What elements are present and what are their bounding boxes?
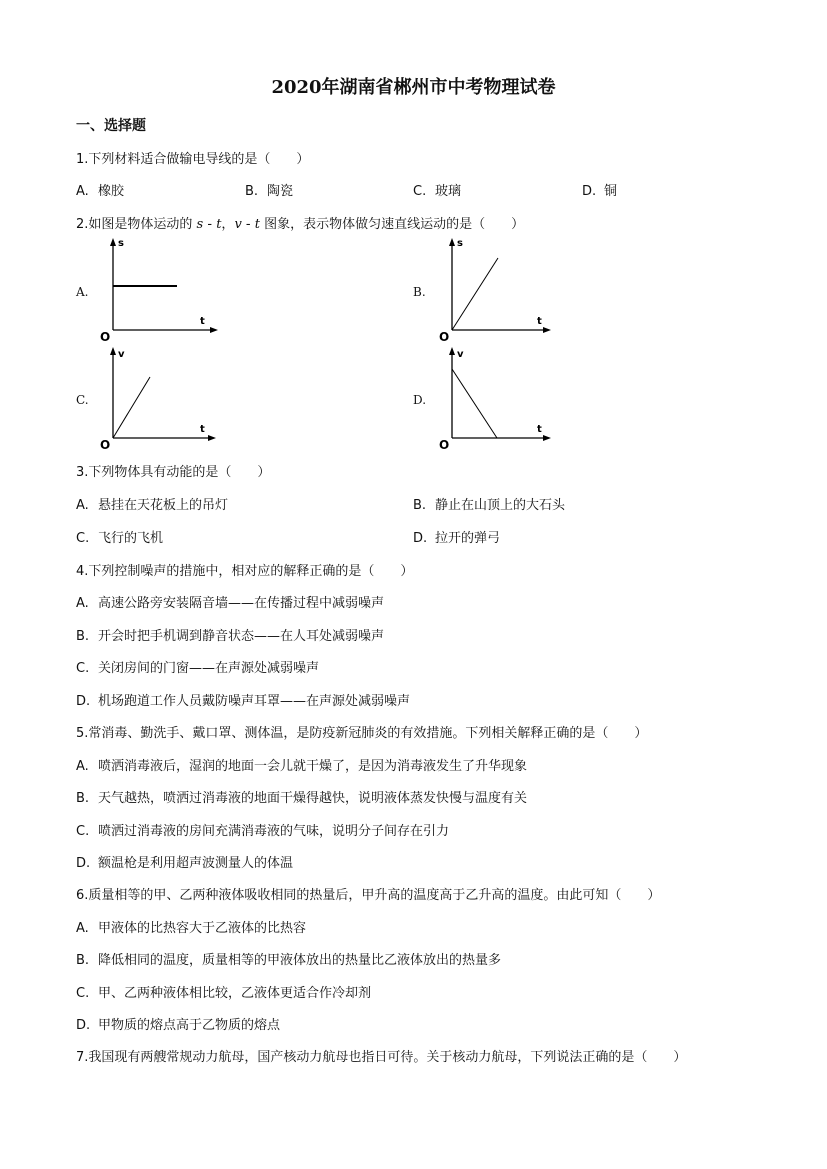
option-text: 喷洒消毒液后，湿润的地面一会儿就干燥了，是因为消毒液发生了升华现象	[98, 759, 528, 774]
q1-option-c[interactable]	[413, 180, 461, 199]
option-text: 玻璃	[435, 184, 462, 199]
x-axis-arrow	[208, 435, 216, 441]
option-letter: A.	[76, 921, 89, 936]
option-text: 高速公路旁安装隔音墙——在传播过程中减弱噪声	[98, 596, 385, 611]
q2-option-d-label[interactable]: D.	[413, 393, 427, 407]
q6-option-b[interactable]	[76, 949, 501, 968]
x-axis-label: t	[537, 316, 542, 327]
option-letter: A.	[76, 184, 89, 199]
question-5-stem: 5.常消毒、勤洗手、戴口罩、测体温，是防疫新冠肺炎的有效措施。下列相关解释正确的是（ ）	[76, 726, 648, 741]
option-text: 开会时把手机调到静音状态——在人耳处减弱噪声	[98, 629, 385, 644]
q3-option-d[interactable]	[413, 527, 500, 546]
option-text: 甲物质的熔点高于乙物质的熔点	[98, 1018, 281, 1033]
q5-option-a[interactable]	[76, 755, 527, 774]
q1-option-b[interactable]	[245, 180, 293, 199]
graph-line	[452, 369, 497, 438]
stem-text: -	[203, 217, 217, 232]
x-axis-arrow	[210, 327, 218, 333]
question-1-stem: 1.下列材料适合做输电导线的是（ ）	[76, 152, 310, 167]
option-text: 橡胶	[98, 184, 125, 199]
section-heading: 一、选择题	[76, 118, 146, 134]
option-text: 甲、乙两种液体相比较，乙液体更适合作冷却剂	[98, 986, 372, 1001]
option-text: 机场跑道工作人员戴防噪声耳罩——在声源处减弱噪声	[98, 694, 411, 709]
option-text: 陶瓷	[267, 184, 294, 199]
option-letter: C.	[76, 986, 90, 1001]
option-text: 飞行的飞机	[98, 531, 164, 546]
option-letter: C.	[413, 184, 427, 199]
q6-option-a[interactable]	[76, 917, 306, 936]
option-letter: A.	[76, 498, 89, 513]
q1-option-d[interactable]	[582, 180, 617, 199]
origin-label: O	[100, 330, 111, 344]
y-axis-label: s	[118, 238, 124, 249]
stem-var-v: v	[234, 217, 242, 232]
stem-text: 2.如图是物体运动的	[76, 217, 197, 232]
option-letter: C.	[76, 661, 90, 676]
option-letter: A.	[76, 596, 89, 611]
option-text: 喷洒过消毒液的房间充满消毒液的气味，说明分子间存在引力	[98, 824, 450, 839]
y-axis-arrow	[110, 238, 116, 246]
option-letter: D.	[76, 694, 91, 709]
stem-var-t: t	[254, 217, 260, 232]
option-text: 拉开的弹弓	[435, 531, 501, 546]
q2-graph-d[interactable]	[435, 345, 565, 453]
x-axis-label: t	[200, 316, 205, 327]
q4-option-d[interactable]	[76, 690, 410, 709]
stem-var-s: s	[196, 217, 204, 232]
option-letter: D.	[413, 531, 428, 546]
y-axis-label: v	[457, 349, 464, 360]
option-text: 静止在山顶上的大石头	[435, 498, 566, 513]
y-axis-label: v	[118, 349, 125, 360]
option-letter: D.	[582, 184, 597, 199]
q4-option-b[interactable]	[76, 625, 384, 644]
option-letter: B.	[76, 953, 90, 968]
question-6-stem: 6.质量相等的甲、乙两种液体吸收相同的热量后，甲升高的温度高于乙升高的温度。由此可知（ ）	[76, 888, 661, 903]
q6-option-d[interactable]	[76, 1014, 280, 1033]
origin-label: O	[100, 438, 111, 452]
page-title: 2020年湖南省郴州市中考物理试卷	[271, 77, 556, 98]
y-axis-arrow	[449, 238, 455, 246]
option-letter: C.	[76, 824, 90, 839]
y-axis-label: s	[457, 238, 463, 249]
q3-option-b[interactable]	[413, 494, 565, 513]
option-text: 额温枪是利用超声波测量人的体温	[98, 856, 294, 871]
option-letter: D.	[76, 856, 91, 871]
q1-option-a[interactable]	[76, 180, 124, 199]
graph-line	[452, 258, 498, 330]
q2-graph-b[interactable]	[435, 236, 565, 344]
option-text: 悬挂在天花板上的吊灯	[98, 498, 229, 513]
q2-option-a-label[interactable]: A.	[76, 285, 89, 299]
origin-label: O	[439, 438, 450, 452]
question-7-stem: 7.我国现有两艘常规动力航母，国产核动力航母也指日可待。关于核动力航母，下列说法正确的是（ ）	[76, 1050, 687, 1065]
stem-text: 图象，表示物体做匀速直线运动的是（ ）	[260, 217, 525, 232]
question-3-stem: 3.下列物体具有动能的是（ ）	[76, 465, 271, 480]
q5-option-b[interactable]	[76, 787, 527, 806]
option-text: 天气越热，喷洒过消毒液的地面干燥得越快，说明液体蒸发快慢与温度有关	[98, 791, 528, 806]
graph-line	[113, 377, 150, 438]
option-letter: C.	[76, 531, 90, 546]
stem-text: -	[241, 217, 255, 232]
q3-option-c[interactable]	[76, 527, 163, 546]
option-letter: D.	[76, 1018, 91, 1033]
q2-graph-c[interactable]	[96, 345, 226, 453]
y-axis-arrow	[110, 347, 116, 355]
q2-graph-a[interactable]	[96, 236, 226, 344]
option-letter: B.	[245, 184, 259, 199]
x-axis-arrow	[543, 327, 551, 333]
option-letter: B.	[76, 791, 90, 806]
x-axis-arrow	[543, 435, 551, 441]
option-text: 甲液体的比热容大于乙液体的比热容	[98, 921, 307, 936]
option-letter: B.	[413, 498, 427, 513]
question-4-stem: 4.下列控制噪声的措施中，相对应的解释正确的是（ ）	[76, 564, 414, 579]
q3-option-a[interactable]	[76, 494, 228, 513]
option-letter: B.	[76, 629, 90, 644]
q4-option-a[interactable]	[76, 592, 384, 611]
option-text: 关闭房间的门窗——在声源处减弱噪声	[98, 661, 320, 676]
stem-var-t: t	[216, 217, 222, 232]
q4-option-c[interactable]	[76, 657, 319, 676]
option-letter: A.	[76, 759, 89, 774]
origin-label: O	[439, 330, 450, 344]
question-2-stem	[76, 213, 524, 232]
q6-option-c[interactable]	[76, 982, 371, 1001]
x-axis-label: t	[537, 424, 542, 435]
stem-text: ，	[221, 217, 235, 232]
q5-option-c[interactable]	[76, 820, 449, 839]
q2-option-c-label[interactable]: C.	[76, 393, 89, 407]
option-text: 降低相同的温度，质量相等的甲液体放出的热量比乙液体放出的热量多	[98, 953, 502, 968]
x-axis-label: t	[200, 424, 205, 435]
q5-option-d[interactable]	[76, 852, 293, 871]
y-axis-arrow	[449, 347, 455, 355]
q2-option-b-label[interactable]: B.	[413, 285, 426, 299]
option-text: 铜	[604, 184, 618, 199]
